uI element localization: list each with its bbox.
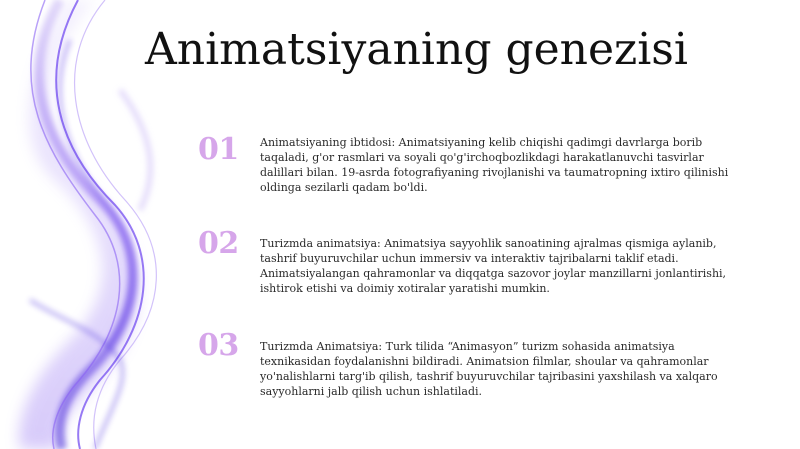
item-text: Turizmda animatsiya: Animatsiya sayyohlik sanoatining ajralmas qismiga aylanib, tashrif buyuruvchilar uchun immersiv va interaktiv tajribalarni taklif etadi. Animatsiyalangan qahramonlar va diqqatga sazovor joylar manzillarni jonlantirishi, ishtirok etishi va doimiy xotiralar yaratishi mumkin. — [260, 237, 727, 295]
item-text: Turizmda Animatsiya: Turk tilida “Animasyon” turizm sohasida animatsiya texnikasidan foydalanishni bildiradi. Animatsion filmlar, shoular va qahramonlar yo'nalishlarni targ'ib qilish, tashrif buyuruvchilar tajribasini yaxshilash va xalqaro sayyohlarni jalb qilish uchun ishlatiladi. — [260, 340, 718, 398]
item-number: 03 — [198, 328, 239, 363]
item-text: Animatsiyaning ibtidosi: Animatsiyaning kelib chiqishi qadimgi davrlarga borib taqaladi, g'or rasmlari va soyali qo'g'irchoqbozlikdagi harakatlanuvchi tasvirlar dalillari bilan. 19-asrda fotografiyaning rivojlanishi va taumatropning ixtiro qilinishi oldinga sezilarli qadam bo'ldi. — [260, 136, 729, 194]
item-number: 02 — [198, 226, 239, 261]
item-number: 01 — [198, 132, 239, 167]
slide-title: Animatsiyaning genezisi — [145, 24, 688, 75]
